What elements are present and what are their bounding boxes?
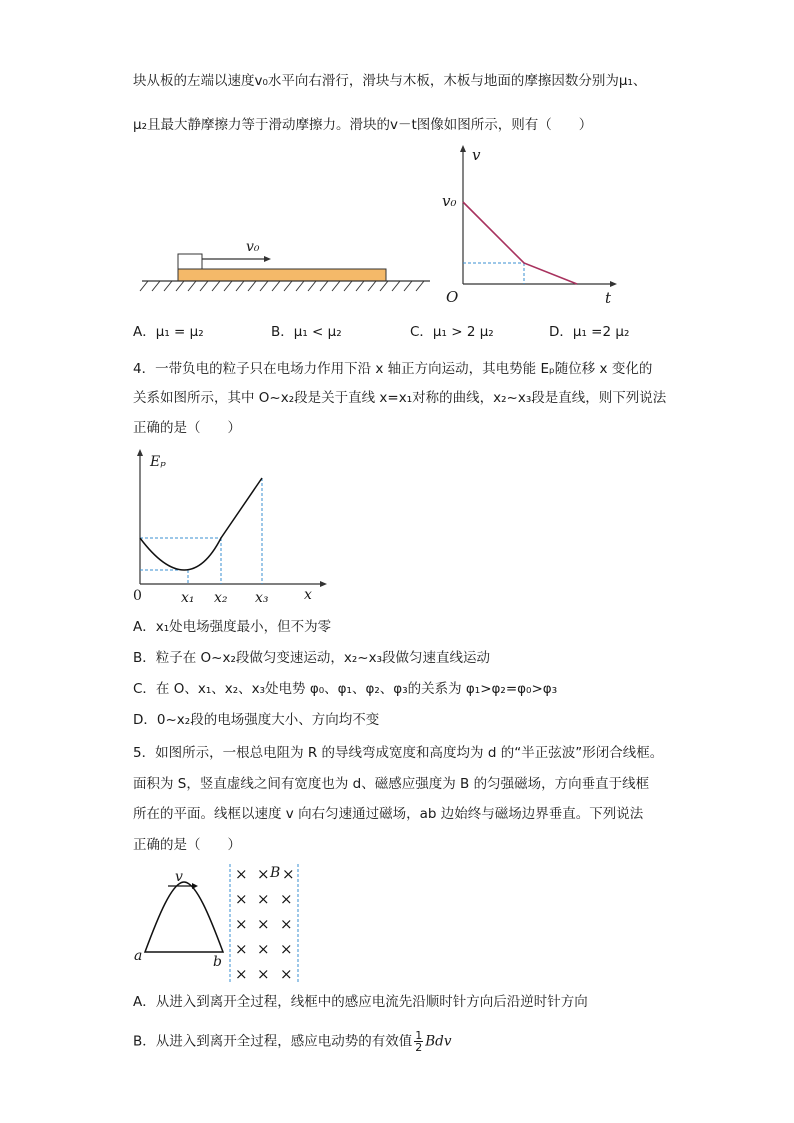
q4-text-line1: 4．一带负电的粒子只在电场力作用下沿 x 轴正方向运动，其电势能 Eₚ随位移 x 变化的 [133, 361, 653, 377]
q4-option-a: A．x₁处电场强度最小，但不为零 [133, 619, 332, 635]
q5-option-b-suffix: Bdv [425, 1033, 452, 1050]
ep-axis-label: Eₚ [150, 454, 166, 470]
ep-axis-arrow [137, 449, 143, 456]
B-label: B [270, 865, 281, 881]
q5-option-b-prefix: B．从进入到离开全过程，感应电动势的有效值 [133, 1033, 413, 1050]
q3-text-line2: μ₂且最大静摩擦力等于滑动摩擦力。滑块的v－t图像如图所示，则有（ ） [133, 117, 593, 133]
fraction-one-half [414, 1030, 423, 1053]
svg-text:×: × [235, 940, 248, 958]
half-sine-loop [145, 882, 223, 952]
svg-text:×: × [235, 965, 248, 983]
slider-block [178, 254, 202, 269]
ground-hatch [140, 281, 424, 291]
svg-text:×: × [282, 865, 295, 883]
t-axis-arrow [610, 281, 617, 287]
q3-option-a: A．μ₁ = μ₂ [133, 324, 204, 340]
q4-ep-graph [128, 448, 338, 608]
origin-label: O [446, 288, 459, 306]
v-axis-label: v [472, 146, 481, 164]
svg-text:×: × [280, 890, 293, 908]
svg-text:×: × [280, 965, 293, 983]
svg-text:×: × [257, 915, 270, 933]
velocity-arrowhead [264, 256, 271, 262]
svg-text:×: × [257, 940, 270, 958]
q3-option-b: B．μ₁ < μ₂ [271, 324, 342, 340]
svg-text:×: × [257, 965, 270, 983]
q3-option-c: C．μ₁ > 2 μ₂ [410, 324, 494, 340]
svg-text:×: × [257, 865, 270, 883]
tick-x3: x₃ [255, 590, 269, 606]
x-axis-label: x [304, 587, 312, 603]
v0-label: v₀ [246, 239, 260, 255]
q5-text-line1: 5．如图所示，一根总电阻为 R 的导线弯成宽度和高度均为 d 的“半正弦波”形闭合线框。 [133, 745, 664, 761]
q3-text-line1: 块从板的左端以速度v₀水平向右滑行，滑块与木板，木板与地面的摩擦因数分别为μ₁、 [133, 73, 647, 89]
q3-vt-graph [430, 140, 630, 310]
board [178, 269, 386, 281]
q4-option-b: B．粒子在 O~x₂段做匀变速运动，x₂~x₃段做匀速直线运动 [133, 650, 491, 666]
b-label: b [213, 954, 222, 970]
svg-text:×: × [280, 940, 293, 958]
t-axis-label: t [605, 289, 612, 307]
v0-axis-label: v₀ [442, 192, 457, 210]
svg-text:×: × [280, 915, 293, 933]
q5-text-line2: 面积为 S，竖直虚线之间有宽度也为 d、磁感应强度为 B 的匀强磁场，方向垂直于线框 [133, 776, 650, 792]
v-axis-arrow [460, 145, 466, 152]
q5-option-a: A．从进入到离开全过程，线框中的感应电流先沿顺时针方向后沿逆时针方向 [133, 994, 588, 1010]
q5-text-line4: 正确的是（ ） [133, 837, 241, 853]
frac-num: 1 [415, 1029, 423, 1042]
tick-x2: x₂ [214, 590, 228, 606]
svg-text:×: × [257, 890, 270, 908]
a-label: a [134, 948, 143, 964]
q4-text-line2: 关系如图所示，其中 O~x₂段是关于直线 x=x₁对称的曲线，x₂~x₃段是直线，则下列说法 [133, 390, 667, 406]
ep-curve [140, 478, 262, 570]
q3-block-board-figure [140, 236, 440, 296]
q3-option-d: D．μ₁ =2 μ₂ [549, 324, 630, 340]
q4-option-d: D．0~x₂段的电场强度大小、方向均不变 [133, 712, 380, 728]
q4-option-c: C．在 O、x₁、x₂、x₃处电势 φ₀、φ₁、φ₂、φ₃的关系为 φ₁>φ₂=φ₀>φ₃ [133, 681, 558, 697]
svg-text:×: × [235, 865, 248, 883]
svg-text:×: × [235, 915, 248, 933]
frac-den: 2 [415, 1041, 423, 1054]
v-label: v [175, 869, 183, 885]
svg-text:×: × [235, 890, 248, 908]
magnetic-field-crosses [235, 865, 295, 983]
origin-label: 0 [133, 588, 142, 604]
tick-x1: x₁ [181, 590, 195, 606]
q5-loop-field-figure [130, 862, 320, 987]
x-axis-arrow [320, 581, 327, 587]
velocity-arrowhead [192, 883, 198, 889]
q5-option-b [133, 1030, 451, 1053]
velocity-line [463, 202, 577, 284]
q4-text-line3: 正确的是（ ） [133, 420, 241, 436]
q5-text-line3: 所在的平面。线框以速度 v 向右匀速通过磁场，ab 边始终与磁场边界垂直。下列说法 [133, 806, 644, 822]
